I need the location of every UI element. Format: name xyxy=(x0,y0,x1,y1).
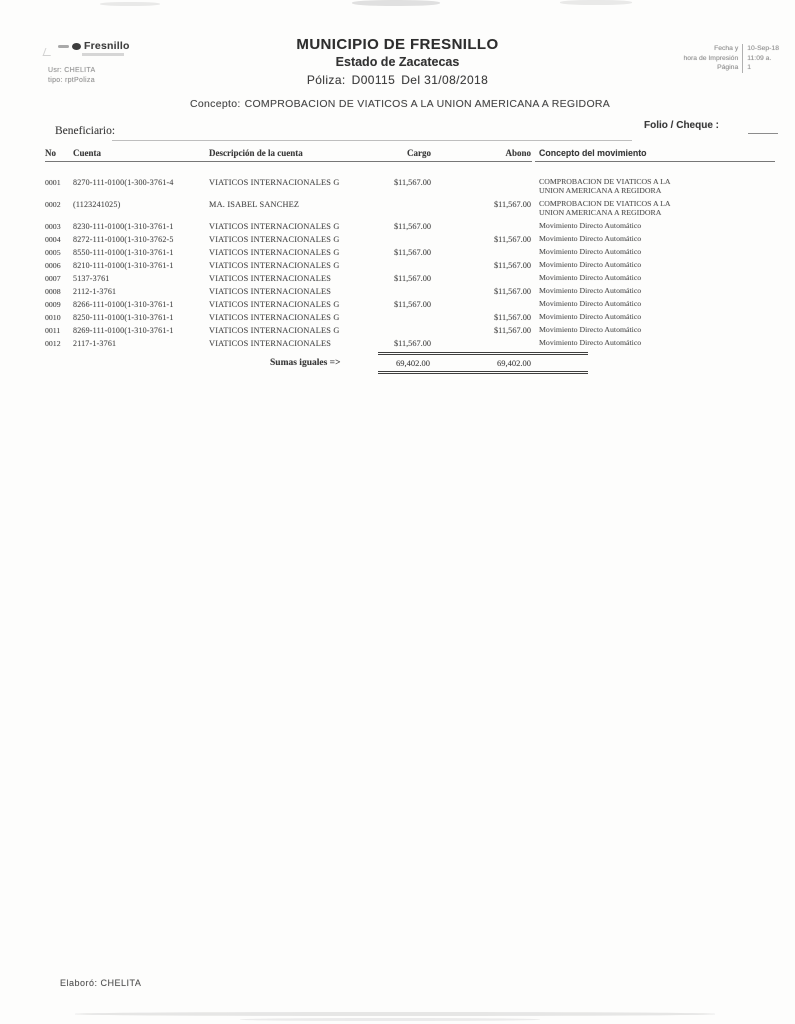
account-description: VIATICOS INTERNACIONALES G xyxy=(209,222,340,231)
page-subtitle: Estado de Zacatecas xyxy=(335,55,460,69)
row-number: 0012 xyxy=(45,339,61,348)
header-cuenta: Cuenta xyxy=(73,148,102,158)
account-number: 8550-111-0100(1-310-3761-1 xyxy=(73,248,174,257)
cargo-amount: $11,567.00 xyxy=(393,300,431,309)
movement-concept: Movimiento Directo Automático xyxy=(539,312,642,321)
account-number: 2117-1-3761 xyxy=(73,339,117,348)
account-description: VIATICOS INTERNACIONALES G xyxy=(209,300,340,309)
table-row xyxy=(45,222,778,232)
account-description: VIATICOS INTERNACIONALES G xyxy=(209,248,340,257)
logo-brand-text: Fresnillo xyxy=(84,40,130,52)
poliza-number: D00115 xyxy=(351,73,396,87)
movement-concept: COMPROBACION DE VIATICOS A LA UNION AMERICANA A REGIDORA xyxy=(539,177,671,195)
header-cargo: Cargo xyxy=(407,148,431,158)
account-number: 8266-111-0100(1-310-3761-1 xyxy=(73,300,174,309)
account-number: 8230-111-0100(1-310-3761-1 xyxy=(73,222,174,231)
concepto-line xyxy=(190,98,610,110)
beneficiario-underline xyxy=(112,140,632,141)
row-number: 0011 xyxy=(45,326,61,335)
account-number: 8270-111-0100(1-300-3761-4 xyxy=(73,178,174,187)
concepto-label: Concepto: xyxy=(190,98,241,110)
folio-underline xyxy=(748,133,778,134)
row-number: 0009 xyxy=(45,300,61,309)
table-row xyxy=(45,261,778,271)
account-number: 5137-3761 xyxy=(73,274,110,283)
folio-cheque-label: Folio / Cheque : xyxy=(644,120,719,131)
account-number: 8269-111-0100(1-310-3761-1 xyxy=(73,326,174,335)
page-title: MUNICIPIO DE FRESNILLO xyxy=(296,36,499,53)
header-no: No xyxy=(45,148,56,158)
account-number: 8250-111-0100(1-310-3761-1 xyxy=(73,313,174,322)
movements-table xyxy=(45,148,778,378)
account-number: (1123241025) xyxy=(73,200,121,209)
header-rule xyxy=(535,161,775,162)
abono-amount: $11,567.00 xyxy=(493,313,531,322)
row-number: 0001 xyxy=(45,178,61,187)
abono-amount: $11,567.00 xyxy=(493,287,531,296)
account-description: VIATICOS INTERNACIONALES G xyxy=(209,313,340,322)
fecha-value: 10-Sep-18 xyxy=(747,45,779,52)
row-number: 0002 xyxy=(45,200,61,209)
meta-user: Usr: CHELITA xyxy=(48,67,96,74)
account-description: VIATICOS INTERNACIONALES G xyxy=(209,261,340,270)
movement-concept: COMPROBACION DE VIATICOS A LA UNION AMERICANA A REGIDORA xyxy=(539,199,671,217)
poliza-label: Póliza: xyxy=(306,73,346,87)
account-number: 8272-111-0100(1-310-3762-5 xyxy=(73,235,174,244)
account-description: VIATICOS INTERNACIONALES G xyxy=(209,326,340,335)
abono-amount: $11,567.00 xyxy=(493,326,531,335)
pagina-label: Página xyxy=(683,63,743,73)
account-description: VIATICOS INTERNACIONALES xyxy=(209,274,332,283)
poliza-date: Del 31/08/2018 xyxy=(401,73,489,87)
total-abono: 69,402.00 xyxy=(497,358,531,368)
movement-concept: Movimiento Directo Automático xyxy=(539,260,642,269)
abono-amount: $11,567.00 xyxy=(493,200,531,209)
movement-concept: Movimiento Directo Automático xyxy=(539,286,642,295)
cargo-amount: $11,567.00 xyxy=(393,178,431,187)
table-row xyxy=(45,178,778,195)
scan-artifact xyxy=(352,0,440,6)
table-row xyxy=(45,274,778,284)
sumas-iguales-label: Sumas iguales => xyxy=(270,358,341,368)
account-description: VIATICOS INTERNACIONALES xyxy=(209,287,332,296)
meta-report: tipo: rptPoliza xyxy=(48,77,95,84)
account-description: VIATICOS INTERNACIONALES G xyxy=(209,235,340,244)
fecha-label: Fecha y xyxy=(683,44,743,54)
header-descripcion: Descripción de la cuenta xyxy=(209,148,303,158)
movement-concept: Movimiento Directo Automático xyxy=(539,273,642,282)
account-description: VIATICOS INTERNACIONALES xyxy=(209,339,332,348)
table-body xyxy=(45,178,778,349)
totals-row xyxy=(45,352,778,378)
totals-box xyxy=(378,352,588,374)
header-rule xyxy=(45,161,532,162)
movement-concept: Movimiento Directo Automático xyxy=(539,234,642,243)
account-number: 2112-1-3761 xyxy=(73,287,117,296)
scan-artifact xyxy=(75,1012,715,1016)
beneficiario-label: Beneficiario: xyxy=(55,125,116,137)
table-row xyxy=(45,326,778,336)
scan-artifact xyxy=(240,1018,540,1021)
total-cargo: 69,402.00 xyxy=(396,358,430,368)
movement-concept: Movimiento Directo Automático xyxy=(539,299,642,308)
account-description: MA. ISABEL SANCHEZ xyxy=(209,200,300,209)
cargo-amount: $11,567.00 xyxy=(393,339,431,348)
row-number: 0005 xyxy=(45,248,61,257)
row-number: 0004 xyxy=(45,235,61,244)
hora-label: hora de Impresión xyxy=(683,54,743,64)
movement-concept: Movimiento Directo Automático xyxy=(539,247,642,256)
table-header xyxy=(45,148,778,158)
table-row xyxy=(45,287,778,297)
abono-amount: $11,567.00 xyxy=(493,261,531,270)
cargo-amount: $11,567.00 xyxy=(393,248,431,257)
cargo-amount: $11,567.00 xyxy=(393,274,431,283)
abono-amount: $11,567.00 xyxy=(493,235,531,244)
account-number: 8210-111-0100(1-310-3761-1 xyxy=(73,261,174,270)
row-number: 0010 xyxy=(45,313,61,322)
table-row xyxy=(45,339,778,349)
hora-value: 11:09 a. xyxy=(747,54,772,62)
movement-concept: Movimiento Directo Automático xyxy=(539,325,642,334)
movement-concept: Movimiento Directo Automático xyxy=(539,221,642,230)
title-block xyxy=(0,36,795,87)
scan-artifact xyxy=(100,2,160,6)
table-row xyxy=(45,248,778,258)
account-description: VIATICOS INTERNACIONALES G xyxy=(209,178,340,187)
elaboro-footer: Elaboró: CHELITA xyxy=(60,978,142,988)
table-row xyxy=(45,235,778,245)
row-number: 0008 xyxy=(45,287,61,296)
row-number: 0006 xyxy=(45,261,61,270)
print-info xyxy=(683,44,779,73)
cargo-amount: $11,567.00 xyxy=(393,222,431,231)
movement-concept: Movimiento Directo Automático xyxy=(539,338,642,347)
concepto-text: COMPROBACION DE VIATICOS A LA UNION AMERICANA A REGIDORA xyxy=(244,98,611,110)
row-number: 0007 xyxy=(45,274,61,283)
header-concepto-movimiento: Concepto del movimiento xyxy=(539,148,647,158)
table-row xyxy=(45,300,778,310)
poliza-line xyxy=(0,73,795,87)
header-abono: Abono xyxy=(505,148,531,158)
scan-artifact xyxy=(560,0,632,5)
table-row xyxy=(45,200,778,217)
row-number: 0003 xyxy=(45,222,61,231)
table-row xyxy=(45,313,778,323)
pagina-value: 1 xyxy=(747,64,752,71)
